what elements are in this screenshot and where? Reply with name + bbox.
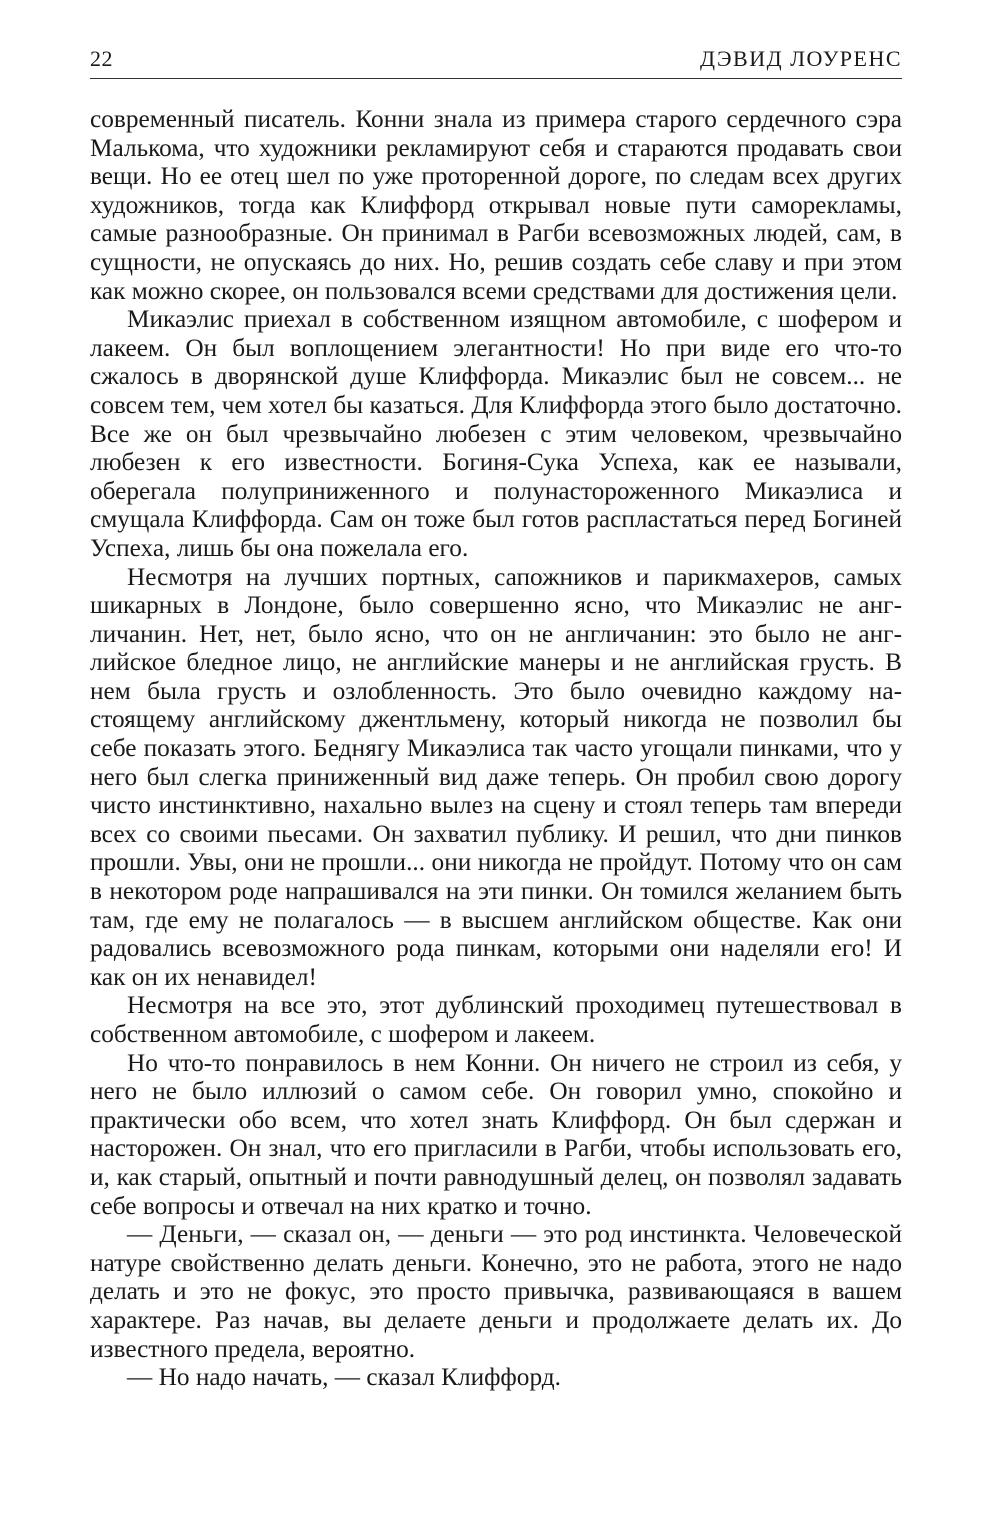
paragraph-4: Несмотря на все это, этот дублинский проходимец путешествовал в собственном автомобиле, с шофером и лакеем. — [90, 991, 902, 1048]
paragraph-7: — Но надо начать, — сказал Клиффорд. — [127, 1363, 561, 1392]
paragraph-3: Несмотря на лучших портных, сапожников и парикмахеров, самых шикарных в Лондоне, было совершенно ясно, что Микаэлис не англичанин. Нет, нет, было ясно, что он не англичанин: это было не английское бледное лицо, не английские манеры и не английская грусть. В нем была грусть и озлобленность. Это было очевидно каждому настоящему английскому джентльмену, который никогда не позволил бы себе показать этого. Беднягу Микаэлиса так часто угощали пинками, что у него был слегка приниженный вид даже теперь. Он пробил свою дорогу чисто инстинктивно, нахально вылез на сцену и стоял теперь там впереди всех со своими пьесами. Он захватил публику. И решил, что дни пинков прошли. Увы, они не прошли... они никогда не пройдут. Потому что он сам в некотором роде напрашивался на эти пинки. Он томился желанием быть там, где ему не полагалось — в высшем английском обществе. Как они радовались всевозможного рода пинкам, которыми они наделяли его! И как он их ненавидел! — [90, 562, 902, 991]
book-page — [90, 46, 902, 1392]
paragraph-5: Но что-то понравилось в нем Конни. Он ничего не строил из себя, у него не было иллюзий о самом себе. Он говорил умно, спокойно и практически обо всем, что хотел знать Клиффорд. Он был сдержан и насторожен. Он знал, что его пригласили в Рагби, чтобы использовать его, и, как старый, опытный и почти равнодушный делец, он позволял задавать себе вопросы и отвечал на них кратко и точно. — [90, 1048, 902, 1220]
body-text — [90, 105, 902, 1392]
running-title: ДЭВИД ЛОУРЕНС — [699, 46, 902, 71]
running-header — [90, 46, 902, 79]
paragraph-6: — Деньги, — сказал он, — деньги — это род инстинкта. Человеческой натуре свойственно делать деньги. Конечно, это не работа, этого не надо делать и это не фокус, это просто привычка, развивающаяся в вашем характере. Раз начав, вы делаете деньги и продолжаете делать их. До известного предела, вероятно. — [90, 1220, 902, 1363]
paragraph-1: современный писатель. Конни знала из примера старого сердечного сэра Малькома, что художники рекламируют себя и стараются продавать свои вещи. Но ее отец шел по уже проторенной дороге, по следам всех других художников, тогда как Клиффорд открывал новые пути саморекламы, самые разнообразные. Он принимал в Рагби всевозможных людей, сам, в сущности, не опускаясь до них. Но, решив создать себе славу и при этом как можно скорее, он пользовался всеми средствами для достижения цели. — [90, 105, 902, 305]
page-number: 22 — [90, 46, 113, 71]
paragraph-2: Микаэлис приехал в собственном изящном автомобиле, с шофером и лакеем. Он был воплощением элегантности! Но при виде его что-то сжалось в дворянской душе Клиффорда. Микаэлис был не совсем... не совсем тем, чем хотел бы казаться. Для Клиффорда этого было достаточно. Все же он был чрезвычайно любезен с этим человеком, чрезвычайно любезен к его известности. Богиня-Сука Успеха, как ее называли, оберегала полуприниженного и полунастороженного Микаэлиса и смущала Клиффорда. Сам он тоже был готов распластаться перед Богиней Успеха, лишь бы она пожелала его. — [90, 305, 902, 562]
